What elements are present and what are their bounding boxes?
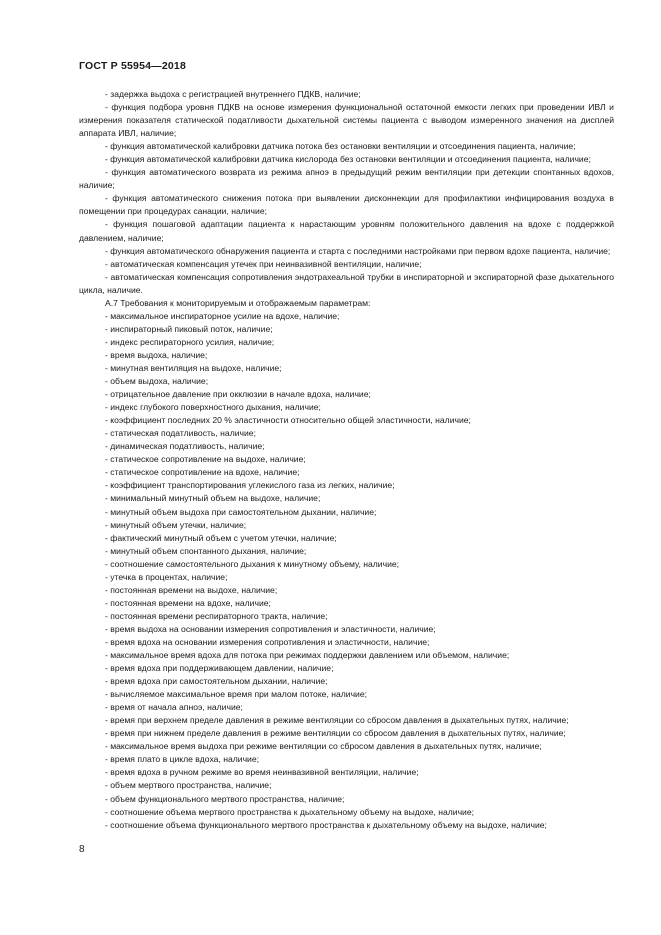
list-item: - время вдоха при самостоятельном дыхании, наличие;: [105, 676, 328, 687]
list-item: - статическая податливость, наличие;: [105, 428, 256, 439]
section-heading: А.7 Требования к мониторируемым и отображаемым параметрам:: [105, 297, 371, 308]
list-item: - утечка в процентах, наличие;: [105, 571, 228, 582]
list-item: - время вдоха при поддерживающем давлении, наличие;: [105, 663, 334, 674]
list-item: - индекс глубокого поверхностного дыхания, наличие;: [105, 402, 321, 413]
list-item: - объем мертвого пространства, наличие;: [105, 780, 272, 791]
list-item: - минутный объем утечки, наличие;: [105, 519, 247, 530]
list-item: - время при нижнем пределе давления в режиме вентиляции со сбросом давления в дыхательных путях, наличие;: [105, 728, 566, 739]
list-item: - минутная вентиляция на выдохе, наличие;: [105, 362, 282, 373]
list-item: - автоматическая компенсация утечек при неинвазивной вентиляции, наличие;: [105, 258, 422, 269]
list-item: - время вдоха на основании измерения сопротивления и эластичности, наличие;: [105, 636, 430, 647]
list-item: - время выдоха, наличие;: [105, 349, 208, 360]
list-item: - функция автоматического обнаружения пациента и старта с последними настройками при первом вдохе пациента, наличие;: [105, 245, 611, 256]
list-item: - время от начала апноэ, наличие;: [105, 702, 243, 713]
list-item: - функция автоматического снижения потока при выявлении дисконнекции для профилактики инфицирования воздуха в помещении при процедурах санации, наличие;: [79, 193, 614, 217]
list-item: - соотношение самостоятельного дыхания к минутному объему, наличие;: [105, 558, 400, 569]
list-item: - соотношение объема функционального мертвого пространства к дыхательному объему на выдохе, наличие;: [105, 819, 547, 830]
list-item: - время плато в цикле вдоха, наличие;: [105, 754, 260, 765]
list-item: - объем функционального мертвого пространства, наличие;: [105, 793, 345, 804]
list-item: - функция пошаговой адаптации пациента к нарастающим уровням положительного давления на вдохе с поддержкой давлением, наличие;: [79, 219, 614, 243]
page-number: 8: [79, 844, 85, 855]
list-item: - время вдоха в ручном режиме во время неинвазивной вентиляции, наличие;: [105, 767, 419, 778]
list-item: - минутный объем спонтанного дыхания, наличие;: [105, 545, 307, 556]
list-item: - отрицательное давление при окклюзии в начале вдоха, наличие;: [105, 389, 371, 400]
list-item: - функция подбора уровня ПДКВ на основе измерения функциональной остаточной емкости легких при проведении ИВЛ и измерения показателя статической податливости дыхательной системы пациента с выводом измеренного значения на дисплей аппарата ИВЛ, наличие;: [79, 102, 614, 139]
list-item: - время при верхнем пределе давления в режиме вентиляции со сбросом давления в дыхательных путях, наличие;: [105, 715, 569, 726]
list-item: - функция автоматической калибровки датчика потока без остановки вентиляции и отсоединения пациента, наличие;: [105, 141, 576, 152]
list-item: - коэффициент транспортирования углекислого газа из легких, наличие;: [105, 480, 395, 491]
list-item: - постоянная времени на вдохе, наличие;: [105, 597, 271, 608]
standard-header: ГОСТ Р 55954—2018: [79, 60, 187, 72]
list-item: - коэффициент последних 20 % эластичности относительно общей эластичности, наличие;: [105, 415, 471, 426]
list-item: - статическое сопротивление на выдохе, наличие;: [105, 454, 306, 465]
list-item: - функция автоматического возврата из режима апноэ в предыдущий режим вентиляции при детекции спонтанных вдохов, наличие;: [79, 167, 614, 191]
list-item: - постоянная времени на выдохе, наличие;: [105, 584, 278, 595]
list-item: - инспираторный пиковый поток, наличие;: [105, 323, 273, 334]
list-item: - фактический минутный объем с учетом утечки, наличие;: [105, 532, 337, 543]
list-item: - задержка выдоха с регистрацией внутреннего ПДКВ, наличие;: [105, 89, 361, 99]
list-item: - индекс респираторного усилия, наличие;: [105, 336, 275, 347]
list-item: - время выдоха на основании измерения сопротивления и эластичности, наличие;: [105, 623, 436, 634]
list-item: - максимальное время вдоха для потока при режимах поддержки давлением или объемом, наличие;: [105, 650, 510, 661]
list-item: - соотношение объема мертвого пространства к дыхательному объему на выдохе, наличие;: [105, 806, 475, 817]
list-item: - минутный объем выдоха при самостоятельном дыхании, наличие;: [105, 506, 377, 517]
list-item: - максимальное время выдоха при режиме вентиляции со сбросом давления в дыхательных путях, наличие;: [105, 741, 542, 752]
list-item: - вычисляемое максимальное время при малом потоке, наличие;: [105, 689, 368, 700]
document-body: [79, 88, 614, 832]
list-item: - функция автоматической калибровки датчика кислорода без остановки вентиляции и отсоединения пациента, наличие;: [105, 154, 591, 165]
list-item: - максимальное инспираторное усилие на вдохе, наличие;: [105, 310, 340, 321]
list-item: - динамическая податливость, наличие;: [105, 441, 265, 452]
list-item: - статическое сопротивление на вдохе, наличие;: [105, 467, 300, 478]
list-item: - постоянная времени респираторного тракта, наличие;: [105, 610, 328, 621]
list-item: - объем выдоха, наличие;: [105, 376, 209, 387]
list-item: - минимальный минутный объем на выдохе, наличие;: [105, 493, 321, 504]
list-item: - автоматическая компенсация сопротивления эндотрахеальной трубки в инспираторной и экспираторной фазе дыхательного цикла, наличие.: [79, 271, 614, 295]
